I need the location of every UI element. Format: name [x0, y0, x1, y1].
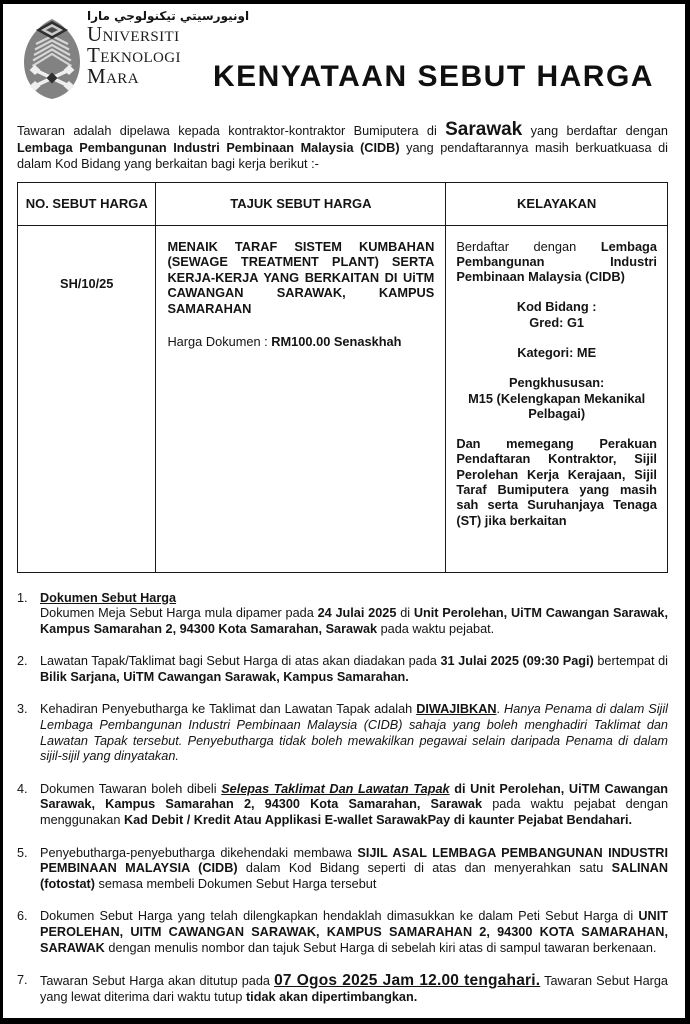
price-label: Harga Dokumen :: [167, 334, 272, 349]
quotation-title-cell: [156, 225, 446, 572]
item-3-number: 3.: [17, 702, 28, 717]
intro-text: Tawaran adalah dipelawa kepada kontraktor-kontraktor Bumiputera di: [17, 124, 446, 138]
gred-value: Gred: G1: [529, 314, 585, 330]
header-kelayakan: KELAYAKAN: [446, 182, 668, 225]
item-1-heading: Dokumen Sebut Harga: [40, 590, 177, 605]
item-7-number: 7.: [17, 973, 28, 988]
item-4-text: Dokumen Tawaran boleh dibeli Selepas Taklimat Dan Lawatan Tapak di Unit Perolehan, UiTM Cawangan Sarawak, Kampus Samarahan 2, 94300 Kota Samarahan, Sarawak pada waktu pejabat dengan menggunakan Kad Debit / Kredit Atau Applikasi E-wallet SarawakPay di kaunter Pejabat Bendahari.: [40, 781, 669, 828]
kategori-value: Kategori: ME: [517, 344, 597, 360]
list-item-6: [17, 909, 668, 956]
selepas-taklimat-highlight: Selepas Taklimat Dan Lawatan Tapak: [221, 781, 450, 796]
quotation-number-cell: [18, 225, 156, 572]
item-6-text: Dokumen Sebut Harga yang telah dilengkapkan hendaklah dimasukkan ke dalam Peti Sebut Harga di UNIT PEROLEHAN, UITM CAWANGAN SARAWAK, KAMPUS SAMARAHAN 2, 94300 KOTA SAMARAHAN, SARAWAK dengan menulis nombor dan tajuk Sebut Harga di sebelah kiri atas di sampul tawaran berkenaan.: [40, 909, 668, 955]
eligibility-cidb-bold: Lembaga Pembangunan Industri Pembinaan Malaysia (CIDB): [456, 238, 657, 285]
item-3-text: Kehadiran Penyebutharga ke Taklimat dan Lawatan Tapak adalah DIWAJIBKAN. Hanya Penama di dalam Sijil Lembaga Pembangunan Industri Pembinaan Malaysia (CIDB) sahaja yang boleh menghadiri Taklimat dan Lawatan Tapak tersebut. Penyebutharga tidak boleh mewakilkan pegawai selain daripada Penama di dalam sijil-sijil yang dinyatakan.: [40, 702, 669, 764]
header-tajuk-sebut-harga: TAJUK SEBUT HARGA: [156, 182, 446, 225]
document-header: [17, 4, 668, 107]
quotation-title: MENAIK TARAF SISTEM KUMBAHAN (SEWAGE TREATMENT PLANT) SERTA KERJA-KERJA YANG BERKAITAN DI UiTM CAWANGAN SARAWAK, KAMPUS SAMARAHAN: [167, 238, 435, 316]
table-row: [18, 225, 668, 572]
org-line-2: Teknologi: [87, 43, 181, 67]
item-2-text: Lawatan Tapak/Taklimat bagi Sebut Harga di atas akan diadakan pada 31 Julai 2025 (09:30 Pagi) bertempat di Bilik Sarjana, UiTM Cawangan Sarawak, Kampus Samarahan.: [40, 654, 668, 684]
item-7-text: Tawaran Sebut Harga akan ditutup pada 07 Ogos 2025 Jam 12.00 tengahari. Tawaran Sebut Harga yang lewat diterima dari waktu tutup tidak akan dipertimbangkan.: [40, 972, 668, 1004]
eligibility-cell: [446, 225, 668, 572]
document-price-line: [167, 334, 434, 349]
intro-state-highlight: Sarawak: [445, 119, 523, 140]
org-line-1: Universiti: [87, 22, 180, 46]
eligibility-registration: Berdaftar dengan Lembaga Pembangunan Industri Pembinaan Malaysia (CIDB): [456, 238, 657, 285]
uitm-crest-icon: [23, 18, 81, 100]
list-item-7: [17, 973, 668, 1005]
item-5-number: 5.: [17, 845, 28, 860]
eligibility-footer: Dan memegang Perakuan Pendaftaran Kontraktor, Sijil Perolehan Kerja Kerajaan, Sijil Taraf Bumiputera yang masih sah serta Suruhanjaya Tenaga (ST) jika berkaitan: [456, 436, 657, 528]
quotation-number: SH/10/25: [60, 275, 114, 291]
pengkhususan-label: Pengkhususan:: [509, 375, 605, 391]
kod-bidang-label: Kod Bidang :: [516, 299, 597, 315]
pengkhususan-value: M15 (Kelengkapan Mekanikal Pelbagai): [468, 390, 646, 421]
item-2-number: 2.: [17, 654, 28, 669]
price-value: RM100.00 Senaskhah: [271, 334, 402, 349]
uitm-logo: [23, 18, 81, 100]
diwajibkan-highlight: DIWAJIBKAN: [416, 702, 497, 717]
closing-date-highlight: 07 Ogos 2025 Jam 12.00 tengahari.: [274, 972, 541, 990]
item-5-text: Penyebutharga-penyebutharga dikehendaki membawa SIJIL ASAL LEMBAGA PEMBANGUNAN INDUSTRI PEMBINAAN MALAYSIA (CIDB) dalam Kod Bidang seperti di atas dan menyerahkan satu SALINAN (fotostat) semasa membeli Dokumen Sebut Harga tersebut: [40, 845, 668, 891]
item-6-number: 6.: [17, 909, 28, 924]
page-title: KENYATAAN SEBUT HARGA: [213, 60, 654, 93]
header-no-sebut-harga: NO. SEBUT HARGA: [18, 182, 156, 225]
list-item-3: [17, 702, 668, 764]
list-item-1: [17, 591, 668, 638]
item-4-number: 4.: [17, 781, 28, 796]
list-item-2: [17, 654, 668, 685]
item-1-body: [40, 591, 668, 638]
list-item-5: [17, 846, 668, 893]
org-line-3: Mara: [87, 64, 139, 88]
quotation-table: [17, 182, 668, 573]
item-1-text: Dokumen Meja Sebut Harga mula dipamer pada 24 Julai 2025 di Unit Perolehan, UiTM Cawangan Sarawak, Kampus Samarahan 2, 94300 Kota Samarahan, Sarawak pada waktu pejabat.: [40, 606, 669, 636]
list-item-4: [17, 782, 668, 829]
jawi-script: اونيورسيتي تيكنولوجي مارا: [87, 9, 250, 23]
intro-cidb-bold: Lembaga Pembangunan Industri Pembinaan Malaysia (CIDB): [17, 140, 400, 155]
table-header-row: [18, 182, 668, 225]
intro-paragraph: Tawaran adalah dipelawa kepada kontraktor-kontraktor Bumiputera di Sarawak yang berdaftar dengan Lembaga Pembangunan Industri Pembinaan Malaysia (CIDB) yang pendaftarannya masih berkuatkuasa di dalam Kod Bidang yang berkaitan bagi kerja berikut :-: [17, 119, 668, 171]
item-1-number: 1.: [17, 590, 28, 605]
conditions-list: [17, 591, 668, 1006]
